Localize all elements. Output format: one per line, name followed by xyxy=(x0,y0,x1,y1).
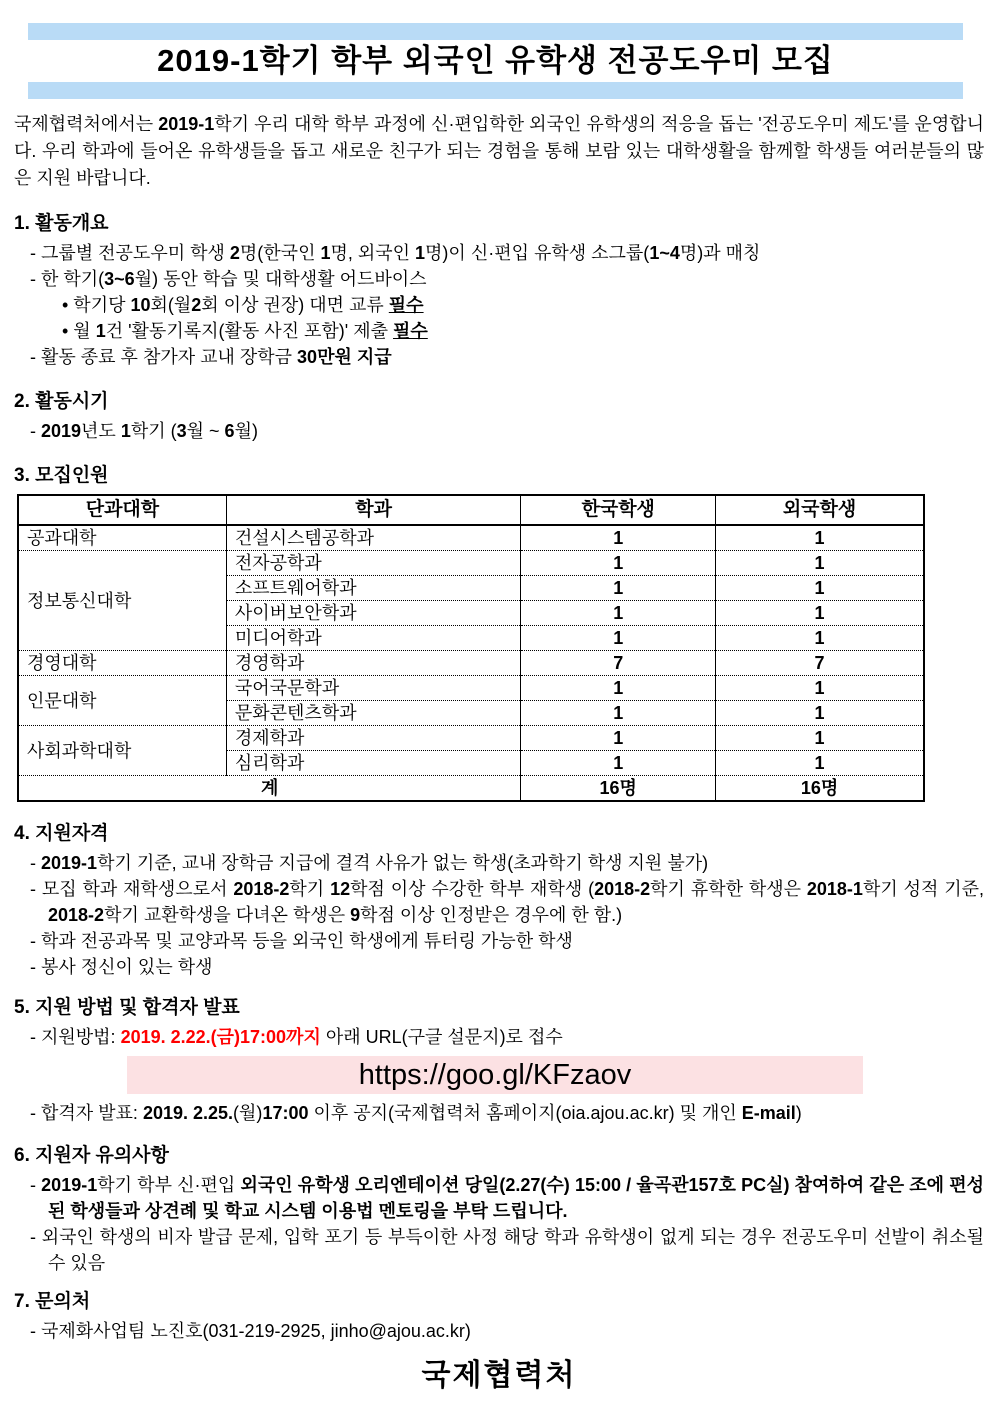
dept-cell: 경영학과 xyxy=(226,651,520,676)
list-item: - 봉사 정신이 있는 학생 xyxy=(30,957,213,977)
count-cell: 1 xyxy=(521,701,716,726)
section-heading-applicant-notes: 6. 지원자 유의사항 xyxy=(14,1145,169,1166)
dept-cell: 미디어학과 xyxy=(226,626,520,651)
total-count-cell: 16명 xyxy=(521,776,716,802)
table-row xyxy=(18,676,924,701)
list-item: - 학과 전공과목 및 교양과목 등을 외국인 학생에게 튜터링 가능한 학생 xyxy=(30,931,573,951)
page-title: 2019-1학기 학부 외국인 유학생 전공도우미 모집 xyxy=(157,43,834,78)
section-recruitment-numbers xyxy=(14,464,984,802)
count-cell: 1 xyxy=(716,701,924,726)
count-cell: 1 xyxy=(521,676,716,701)
title-banner xyxy=(28,23,963,99)
section-heading-activity-period: 2. 활동시기 xyxy=(14,391,109,412)
result-announcement-item: - 합격자 발표: 2019. 2.25.(월)17:00 이후 공지(국제협력처 홈페이지(oia.ajou.ac.kr) 및 개인 E-mail) xyxy=(30,1103,802,1123)
count-cell: 1 xyxy=(716,551,924,576)
count-cell: 1 xyxy=(521,525,716,551)
dept-cell: 소프트웨어학과 xyxy=(226,576,520,601)
college-cell: 정보통신대학 xyxy=(18,551,226,651)
list-item: - 활동 종료 후 참가자 교내 장학금 30만원 지급 xyxy=(30,347,392,367)
count-cell: 1 xyxy=(716,726,924,751)
list-item: - 2019-1학기 학부 신·편입 외국인 유학생 오리엔테이션 당일(2.27(수) 15:00 / 율곡관157호 PC실) 참여하여 같은 조에 편성된 학생들과 상견례 및 학교 시스템 이용법 멘토링을 부탁 드립니다. xyxy=(30,1175,985,1221)
count-cell: 1 xyxy=(521,576,716,601)
contact-item: - 국제화사업팀 노진호(031-219-2925, jinho@ajou.ac.kr) xyxy=(30,1321,471,1341)
table-row xyxy=(18,551,924,576)
count-cell: 1 xyxy=(716,626,924,651)
application-url-text: https://goo.gl/KFzaov xyxy=(358,1059,632,1091)
list-item: - 모집 학과 재학생으로서 2018-2학기 12학점 이상 수강한 학부 재학생 (2018-2학기 휴학한 학생은 2018-1학기 성적 기준, 2018-2학기 교환학생을 다녀온 학생은 9학점 이상 인정받은 경우에 한 함.) xyxy=(30,879,985,925)
dept-cell: 전자공학과 xyxy=(226,551,520,576)
count-cell: 1 xyxy=(716,751,924,776)
count-cell: 7 xyxy=(521,651,716,676)
table-total-row xyxy=(18,776,924,802)
section-heading-recruitment-numbers: 3. 모집인원 xyxy=(14,465,109,486)
dept-cell: 사이버보안학과 xyxy=(226,601,520,626)
count-cell: 1 xyxy=(521,626,716,651)
application-deadline-item: - 지원방법: 2019. 2.22.(금)17:00까지 아래 URL(구글 설문지)로 접수 xyxy=(30,1027,563,1047)
count-cell: 1 xyxy=(716,601,924,626)
section-activity-overview xyxy=(14,212,984,370)
application-url-highlight xyxy=(127,1056,863,1094)
section-eligibility xyxy=(14,822,984,980)
section-applicant-notes xyxy=(14,1144,984,1276)
recruitment-table xyxy=(17,494,925,802)
section-heading-activity-overview: 1. 활동개요 xyxy=(14,213,109,234)
section-application-method xyxy=(14,996,984,1126)
footer-org-name: 국제협력처 xyxy=(421,1359,577,1392)
table-header-dept: 학과 xyxy=(226,495,520,525)
college-cell: 인문대학 xyxy=(18,676,226,726)
list-item: - 그룹별 전공도우미 학생 2명(한국인 1명, 외국인 1명)이 신·편입 유학생 소그룹(1~4명)과 매칭 xyxy=(30,243,761,263)
table-header-row xyxy=(18,495,924,525)
table-row xyxy=(18,726,924,751)
count-cell: 1 xyxy=(716,676,924,701)
dept-cell: 문화콘텐츠학과 xyxy=(226,701,520,726)
section-heading-contact: 7. 문의처 xyxy=(14,1291,91,1312)
section-heading-eligibility: 4. 지원자격 xyxy=(14,823,109,844)
list-item: - 외국인 학생의 비자 발급 문제, 입학 포기 등 부득이한 사정 해당 학과 유학생이 없게 되는 경우 전공도우미 선발이 취소될 수 있음 xyxy=(30,1227,984,1273)
intro-paragraph: 국제협력처에서는 2019-1학기 우리 대학 학부 과정에 신·편입학한 외국인 유학생의 적응을 돕는 '전공도우미 제도'를 운영합니다. 우리 학과에 들어온 유학생들을 돕고 새로운 친구가 되는 경험을 통해 보람 있는 대학생활을 함께할 학생들 여러분들의 많은 지원 바랍니다. xyxy=(14,114,984,188)
section-activity-period xyxy=(14,390,984,444)
table-row xyxy=(18,525,924,551)
count-cell: 1 xyxy=(716,576,924,601)
count-cell: 1 xyxy=(521,551,716,576)
table-header-college: 단과대학 xyxy=(18,495,226,525)
count-cell: 1 xyxy=(521,726,716,751)
list-item: - 2019년도 1학기 (3월 ~ 6월) xyxy=(30,421,258,441)
table-header-korean-students: 한국학생 xyxy=(521,495,716,525)
dept-cell: 국어국문학과 xyxy=(226,676,520,701)
banner-top-bar xyxy=(28,23,963,40)
college-cell: 사회과학대학 xyxy=(18,726,226,776)
total-label-cell: 계 xyxy=(18,776,521,802)
count-cell: 1 xyxy=(716,525,924,551)
section-contact xyxy=(14,1290,984,1344)
college-cell: 경영대학 xyxy=(18,651,226,676)
college-cell: 공과대학 xyxy=(18,525,226,551)
dept-cell: 심리학과 xyxy=(226,751,520,776)
count-cell: 7 xyxy=(716,651,924,676)
banner-bottom-bar xyxy=(28,82,963,99)
section-heading-application-method: 5. 지원 방법 및 합격자 발표 xyxy=(14,997,240,1018)
total-count-cell: 16명 xyxy=(716,776,924,802)
table-header-foreign-students: 외국학생 xyxy=(716,495,924,525)
dept-cell: 건설시스템공학과 xyxy=(226,525,520,551)
sub-list-item: • 월 1건 '활동기록지(활동 사진 포함)' 제출 필수 xyxy=(62,321,428,341)
dept-cell: 경제학과 xyxy=(226,726,520,751)
list-item: - 한 학기(3~6월) 동안 학습 및 대학생활 어드바이스 xyxy=(30,269,427,289)
list-item: - 2019-1학기 기준, 교내 장학금 지급에 결격 사유가 없는 학생(초과학기 학생 지원 불가) xyxy=(30,853,709,873)
count-cell: 1 xyxy=(521,601,716,626)
table-row xyxy=(18,651,924,676)
count-cell: 1 xyxy=(521,751,716,776)
sub-list-item: • 학기당 10회(월2회 이상 권장) 대면 교류 필수 xyxy=(62,295,424,315)
